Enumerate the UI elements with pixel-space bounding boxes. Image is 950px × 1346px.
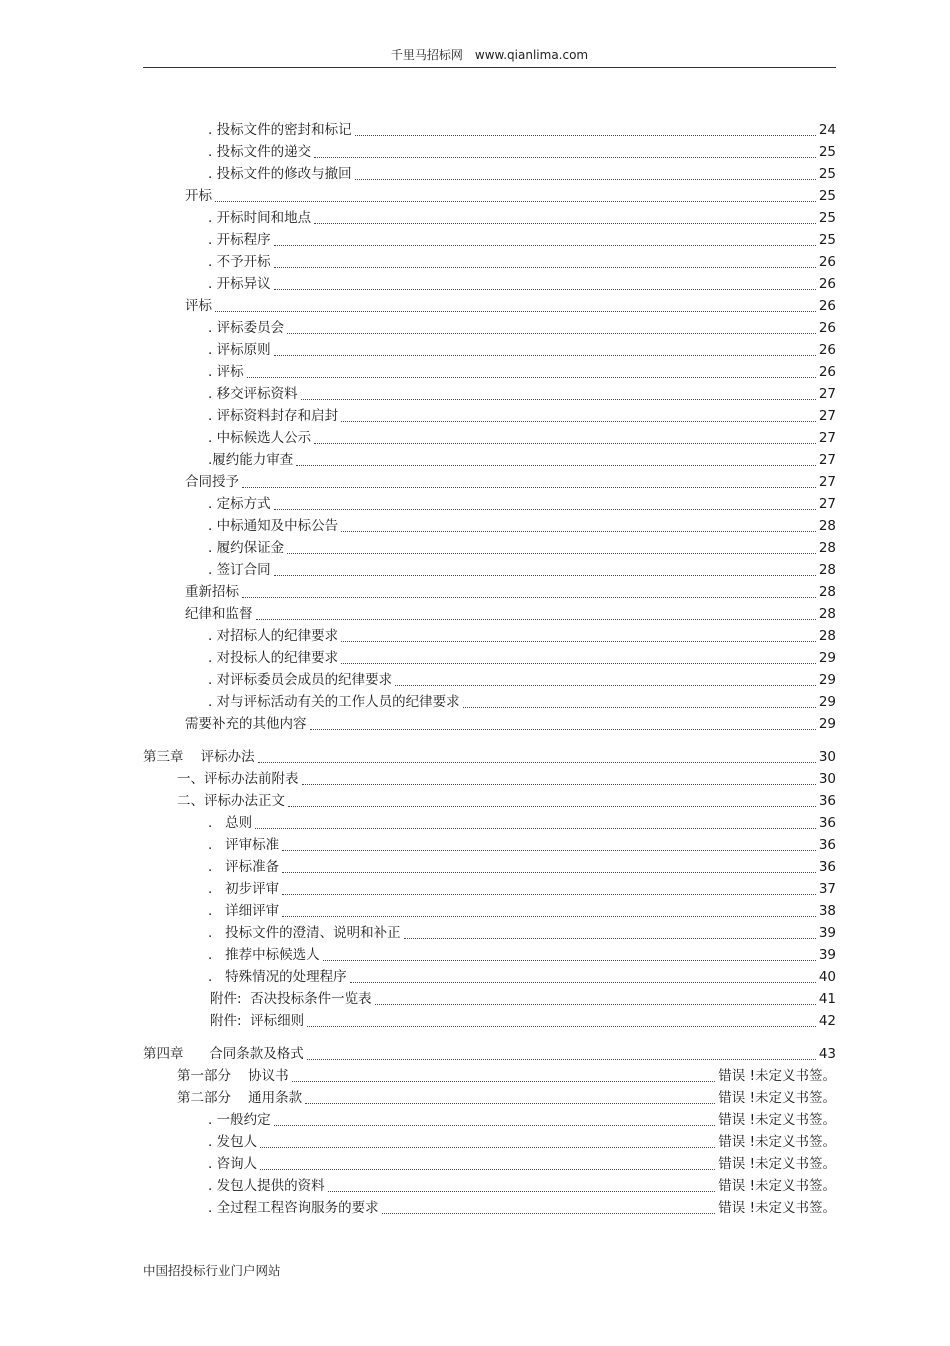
toc-entry-title: . 推荐中标候选人 (208, 947, 320, 963)
toc-entry[interactable] (0, 559, 836, 581)
toc-entry[interactable] (0, 141, 836, 163)
toc-entry-title: 第四章 合同条款及格式 (143, 1046, 304, 1062)
dot-leader (215, 200, 816, 202)
dot-leader (255, 827, 816, 829)
toc-entry[interactable] (0, 383, 836, 405)
toc-entry-page: 错误 !未定义书签。 (718, 1156, 836, 1172)
toc-entry-page: 27 (818, 474, 836, 490)
toc-entry-title: . 开标时间和地点 (208, 210, 312, 226)
toc-entry[interactable] (0, 746, 836, 768)
dot-leader (307, 1058, 816, 1060)
dot-leader (242, 596, 816, 598)
dot-leader (395, 684, 816, 686)
toc-entry[interactable] (0, 493, 836, 515)
toc-entry[interactable] (0, 581, 836, 603)
toc-entry-page: 30 (818, 771, 836, 787)
toc-entry-title: .履约能力审查 (208, 452, 294, 468)
dot-leader (274, 244, 816, 246)
toc-entry-page: 41 (818, 991, 836, 1007)
toc-entry[interactable] (0, 669, 836, 691)
page-footer: 中国招投标行业门户网站 (143, 1263, 281, 1278)
toc-entry-title: . 开标异议 (208, 276, 271, 292)
toc-entry-page: 29 (818, 716, 836, 732)
toc-entry-title: . 评标委员会 (208, 320, 285, 336)
dot-leader (256, 618, 816, 620)
toc-entry-page: 28 (818, 584, 836, 600)
toc-entry[interactable] (0, 768, 836, 790)
dot-leader (274, 574, 816, 576)
toc-entry-title: . 签订合同 (208, 562, 271, 578)
toc-entry-page: 26 (818, 254, 836, 270)
dot-leader (288, 805, 816, 807)
toc-entry-page: 42 (818, 1013, 836, 1029)
toc-entry-page: 错误 !未定义书签。 (718, 1090, 836, 1106)
header-divider (143, 67, 836, 68)
dot-leader (296, 464, 816, 466)
toc-entry-page: 25 (818, 232, 836, 248)
toc-entry-page: 25 (818, 188, 836, 204)
dot-leader (287, 332, 816, 334)
toc-entry[interactable] (0, 713, 836, 735)
toc-entry-page: 27 (818, 452, 836, 468)
toc-entry-title: 第一部分 协议书 (177, 1068, 289, 1084)
dot-leader (305, 1102, 715, 1104)
dot-leader (302, 783, 816, 785)
toc-entry-page: 错误 !未定义书签。 (718, 1068, 836, 1084)
toc-entry-page: 错误 !未定义书签。 (718, 1178, 836, 1194)
dot-leader (282, 915, 816, 917)
toc-entry-title: 一、评标办法前附表 (177, 771, 299, 787)
toc-entry-title: 第三章 评标办法 (143, 749, 255, 765)
section-gap (0, 1032, 950, 1043)
toc-entry-title: 纪律和监督 (185, 606, 253, 622)
toc-entry-title: 需要补充的其他内容 (185, 716, 307, 732)
toc-entry[interactable] (0, 966, 836, 988)
toc-entry[interactable] (0, 119, 836, 141)
toc-entry[interactable] (0, 1109, 836, 1131)
dot-leader (341, 640, 816, 642)
dot-leader (307, 1025, 816, 1027)
toc-entry-page: 26 (818, 364, 836, 380)
toc-entry[interactable] (0, 856, 836, 878)
toc-entry-title: . 初步评审 (208, 881, 280, 897)
toc-entry-title: . 对评标委员会成员的纪律要求 (208, 672, 393, 688)
toc-entry-page: 37 (818, 881, 836, 897)
toc-entry-title: . 详细评审 (208, 903, 280, 919)
dot-leader (274, 1124, 716, 1126)
toc-entry-page: 39 (818, 925, 836, 941)
toc-entry-title: 评标 (185, 298, 212, 314)
toc-entry-title: . 对与评标活动有关的工作人员的纪律要求 (208, 694, 460, 710)
toc-entry[interactable] (0, 1010, 836, 1032)
toc-entry[interactable] (0, 185, 836, 207)
dot-leader (282, 893, 816, 895)
toc-entry-title: . 移交评标资料 (208, 386, 298, 402)
dot-leader (310, 728, 816, 730)
toc-entry-title: 重新招标 (185, 584, 239, 600)
toc-entry[interactable] (0, 1175, 836, 1197)
toc-entry[interactable] (0, 273, 836, 295)
toc-entry-page: 错误 !未定义书签。 (718, 1200, 836, 1216)
toc-entry-title: . 一般约定 (208, 1112, 271, 1128)
toc-entry-page: 26 (818, 298, 836, 314)
toc-entry-title: . 不予开标 (208, 254, 271, 270)
toc-entry-title: . 发包人 (208, 1134, 258, 1150)
dot-leader (274, 354, 816, 356)
dot-leader (350, 981, 816, 983)
toc-entry-page: 27 (818, 408, 836, 424)
toc-entry[interactable] (0, 251, 836, 273)
toc-entry-title: . 投标文件的密封和标记 (208, 122, 352, 138)
toc-entry-title: . 履约保证金 (208, 540, 285, 556)
dot-leader (375, 1003, 816, 1005)
toc-entry-page: 36 (818, 837, 836, 853)
toc-entry-page: 26 (818, 342, 836, 358)
toc-entry[interactable] (0, 515, 836, 537)
dot-leader (341, 420, 816, 422)
toc-entry[interactable] (0, 647, 836, 669)
dot-leader (215, 310, 816, 312)
toc-entry-title: . 评标 (208, 364, 244, 380)
toc-entry-page: 28 (818, 606, 836, 622)
toc-entry[interactable] (0, 1153, 836, 1175)
toc-entry[interactable] (0, 834, 836, 856)
toc-entry[interactable] (0, 1197, 836, 1219)
dot-leader (242, 486, 816, 488)
toc-entry[interactable] (0, 922, 836, 944)
toc-entry-title: 开标 (185, 188, 212, 204)
dot-leader (323, 959, 816, 961)
toc-entry[interactable] (0, 625, 836, 647)
toc-entry[interactable] (0, 339, 836, 361)
toc-entry-page: 28 (818, 562, 836, 578)
toc-entry-page: 26 (818, 276, 836, 292)
dot-leader (247, 376, 816, 378)
toc-entry[interactable] (0, 405, 836, 427)
toc-entry-title: 附件: 评标细则 (210, 1013, 305, 1029)
page-header (143, 46, 836, 63)
toc-entry-title: . 评标原则 (208, 342, 271, 358)
toc-entry[interactable] (0, 1043, 836, 1065)
toc-entry[interactable] (0, 1131, 836, 1153)
dot-leader (292, 1080, 716, 1082)
toc-entry[interactable] (0, 812, 836, 834)
toc-entry-title: . 特殊情况的处理程序 (208, 969, 347, 985)
dot-leader (355, 178, 816, 180)
toc-entry-page: 25 (818, 144, 836, 160)
toc-entry-page: 27 (818, 496, 836, 512)
toc-entry-page: 27 (818, 386, 836, 402)
toc-entry-page: 28 (818, 518, 836, 534)
toc-entry[interactable] (0, 1087, 836, 1109)
toc-entry[interactable] (0, 471, 836, 493)
dot-leader (382, 1212, 716, 1214)
toc-entry[interactable] (0, 229, 836, 251)
dot-leader (282, 849, 816, 851)
dot-leader (355, 134, 816, 136)
dot-leader (274, 288, 816, 290)
toc-entry[interactable] (0, 790, 836, 812)
toc-entry-title: . 定标方式 (208, 496, 271, 512)
toc-entry-title: . 对招标人的纪律要求 (208, 628, 339, 644)
header-brand: 千里马招标网 (390, 48, 463, 62)
dot-leader (404, 937, 816, 939)
toc-entry[interactable] (0, 944, 836, 966)
toc-entry-page: 29 (818, 650, 836, 666)
toc-entry-page: 39 (818, 947, 836, 963)
section-gap (0, 735, 950, 746)
toc-entry-page: 28 (818, 628, 836, 644)
toc-entry-title: . 咨询人 (208, 1156, 258, 1172)
toc-entry-title: . 投标文件的修改与撤回 (208, 166, 352, 182)
toc-entry-page: 错误 !未定义书签。 (718, 1134, 836, 1150)
toc-entry-page: 29 (818, 694, 836, 710)
toc-entry-title: . 评审标准 (208, 837, 280, 853)
toc-entry[interactable] (0, 295, 836, 317)
toc-entry-title: . 评标资料封存和启封 (208, 408, 339, 424)
toc-entry-page: 40 (818, 969, 836, 985)
toc-entry-page: 28 (818, 540, 836, 556)
toc-entry-page: 36 (818, 859, 836, 875)
dot-leader (341, 530, 816, 532)
toc-entry-page: 26 (818, 320, 836, 336)
toc-entry[interactable] (0, 603, 836, 625)
toc-entry-page: 24 (818, 122, 836, 138)
toc-entry-title: . 评标准备 (208, 859, 280, 875)
toc-entry[interactable] (0, 988, 836, 1010)
toc-entry-page: 30 (818, 749, 836, 765)
toc-entry[interactable] (0, 537, 836, 559)
dot-leader (258, 761, 816, 763)
dot-leader (260, 1168, 715, 1170)
toc-entry-page: 29 (818, 672, 836, 688)
toc-entry-page: 25 (818, 210, 836, 226)
toc-entry[interactable] (0, 449, 836, 471)
toc-entry-title: . 发包人提供的资料 (208, 1178, 325, 1194)
toc-entry-title: 合同授予 (185, 474, 239, 490)
toc-entry-page: 错误 !未定义书签。 (718, 1112, 836, 1128)
dot-leader (314, 222, 816, 224)
toc-entry-title: . 中标候选人公示 (208, 430, 312, 446)
toc-entry-page: 36 (818, 793, 836, 809)
dot-leader (314, 442, 816, 444)
header-site-url: www.qianlima.com (474, 48, 589, 62)
dot-leader (314, 156, 816, 158)
dot-leader (274, 266, 816, 268)
toc-entry-title: . 开标程序 (208, 232, 271, 248)
toc-entry-title: . 对投标人的纪律要求 (208, 650, 339, 666)
dot-leader (274, 508, 816, 510)
toc-entry-page: 36 (818, 815, 836, 831)
dot-leader (463, 706, 816, 708)
toc-entry-title: . 中标通知及中标公告 (208, 518, 339, 534)
toc-entry-title: 二、评标办法正文 (177, 793, 285, 809)
toc-entry[interactable] (0, 207, 836, 229)
dot-leader (287, 552, 816, 554)
dot-leader (282, 871, 816, 873)
dot-leader (328, 1190, 716, 1192)
toc-entry[interactable] (0, 317, 836, 339)
toc-entry-page: 43 (818, 1046, 836, 1062)
dot-leader (301, 398, 816, 400)
toc-entry[interactable] (0, 427, 836, 449)
toc-entry[interactable] (0, 691, 836, 713)
toc-entry-title: 附件: 否决投标条件一览表 (210, 991, 372, 1007)
toc-entry-title: . 投标文件的澄清、说明和补正 (208, 925, 401, 941)
toc-entry-title: . 全过程工程咨询服务的要求 (208, 1200, 379, 1216)
toc-entry[interactable] (0, 163, 836, 185)
toc-entry-title: . 总则 (208, 815, 253, 831)
toc-entry[interactable] (0, 1065, 836, 1087)
dot-leader (341, 662, 816, 664)
table-of-contents (0, 119, 950, 1219)
toc-entry-title: 第二部分 通用条款 (177, 1090, 303, 1106)
toc-entry-title: . 投标文件的递交 (208, 144, 312, 160)
toc-entry[interactable] (0, 900, 836, 922)
toc-entry[interactable] (0, 878, 836, 900)
toc-entry-page: 27 (818, 430, 836, 446)
toc-entry[interactable] (0, 361, 836, 383)
toc-entry-page: 25 (818, 166, 836, 182)
dot-leader (260, 1146, 715, 1148)
toc-entry-page: 38 (818, 903, 836, 919)
